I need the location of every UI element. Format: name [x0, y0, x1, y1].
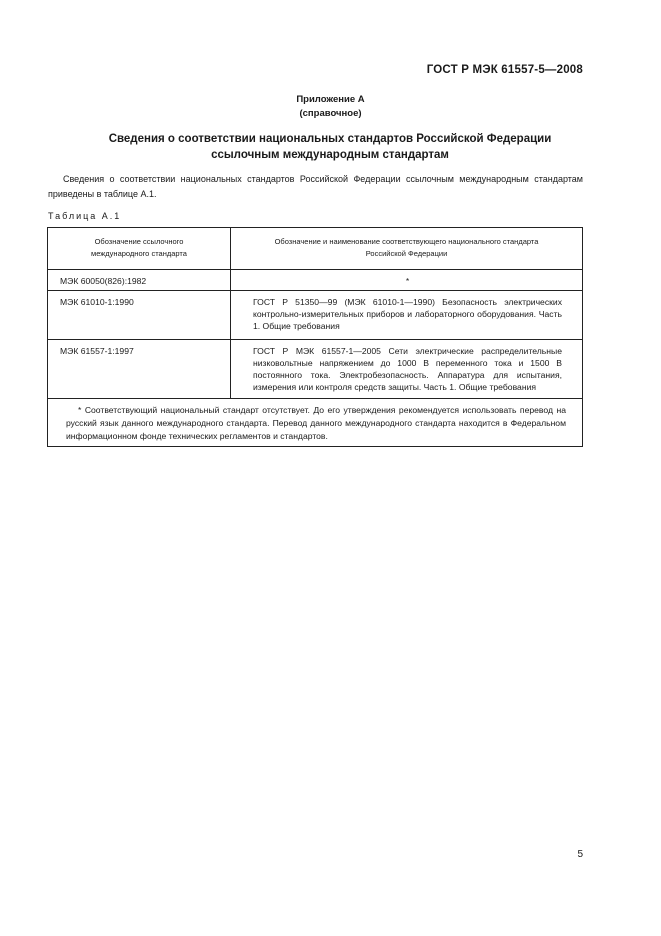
title-line-1: Сведения о соответствии национальных стандартов Российской Федерации [108, 133, 552, 145]
doc-code: ГОСТ Р МЭК 61557-5—2008 [426, 64, 583, 76]
appendix-label: Приложение А [296, 94, 365, 105]
header-ref-line-1: Обозначение ссылочного [94, 237, 184, 246]
ref-standard-cell: МЭК 61010-1:1990 [48, 291, 231, 340]
correspondence-table [47, 227, 583, 447]
footnote-text: * Соответствующий национальный стандарт отсутствует. До его утверждения рекомендуется использовать перевод на русский язык данного международного стандарта. Перевод данного международного стандарта находится в Федеральном информационном фонде технических регламентов и стандартов. [66, 405, 566, 441]
intro-paragraph: Сведения о соответствии национальных стандартов Российской Федерации ссылочным международным стандартам приведены в таблице А.1. [48, 174, 583, 199]
table-caption: Таблица А.1 [48, 211, 122, 221]
header-ref-line-2: международного стандарта [91, 249, 187, 258]
header-national-line-2: Российской Федерации [365, 249, 448, 258]
header-national-line-1: Обозначение и наименование соответствующего национального стандарта [274, 237, 539, 246]
title-line-2: ссылочным международным стандартам [211, 149, 449, 161]
table-row [48, 270, 583, 291]
header-ref-standard [48, 228, 231, 270]
national-standard-cell: ГОСТ Р 51350—99 (МЭК 61010-1—1990) Безопасность электрических контрольно-измерительных приборов и лабораторного оборудования. Часть 1. Общие требования [231, 291, 583, 340]
table-row [48, 340, 583, 399]
header-national-standard [231, 228, 583, 270]
national-standard-cell: * [231, 270, 583, 291]
table-header-row [48, 228, 583, 270]
table-row [48, 291, 583, 340]
page-number: 5 [577, 849, 583, 860]
appendix-kind: (справочное) [299, 108, 362, 119]
table-footnote-row [48, 399, 583, 447]
table-footnote [48, 399, 583, 447]
ref-standard-cell: МЭК 61557-1:1997 [48, 340, 231, 399]
appendix-title [80, 131, 580, 163]
ref-standard-cell: МЭК 60050(826):1982 [48, 270, 231, 291]
national-standard-cell: ГОСТ Р МЭК 61557-1—2005 Сети электрические распределительные низковольтные напряжением до 1000 В переменного тока и 1500 В постоянного тока. Электробезопасность. Аппаратура для испытания, измерения или контроля средств защиты. Часть 1. Общие требования [231, 340, 583, 399]
